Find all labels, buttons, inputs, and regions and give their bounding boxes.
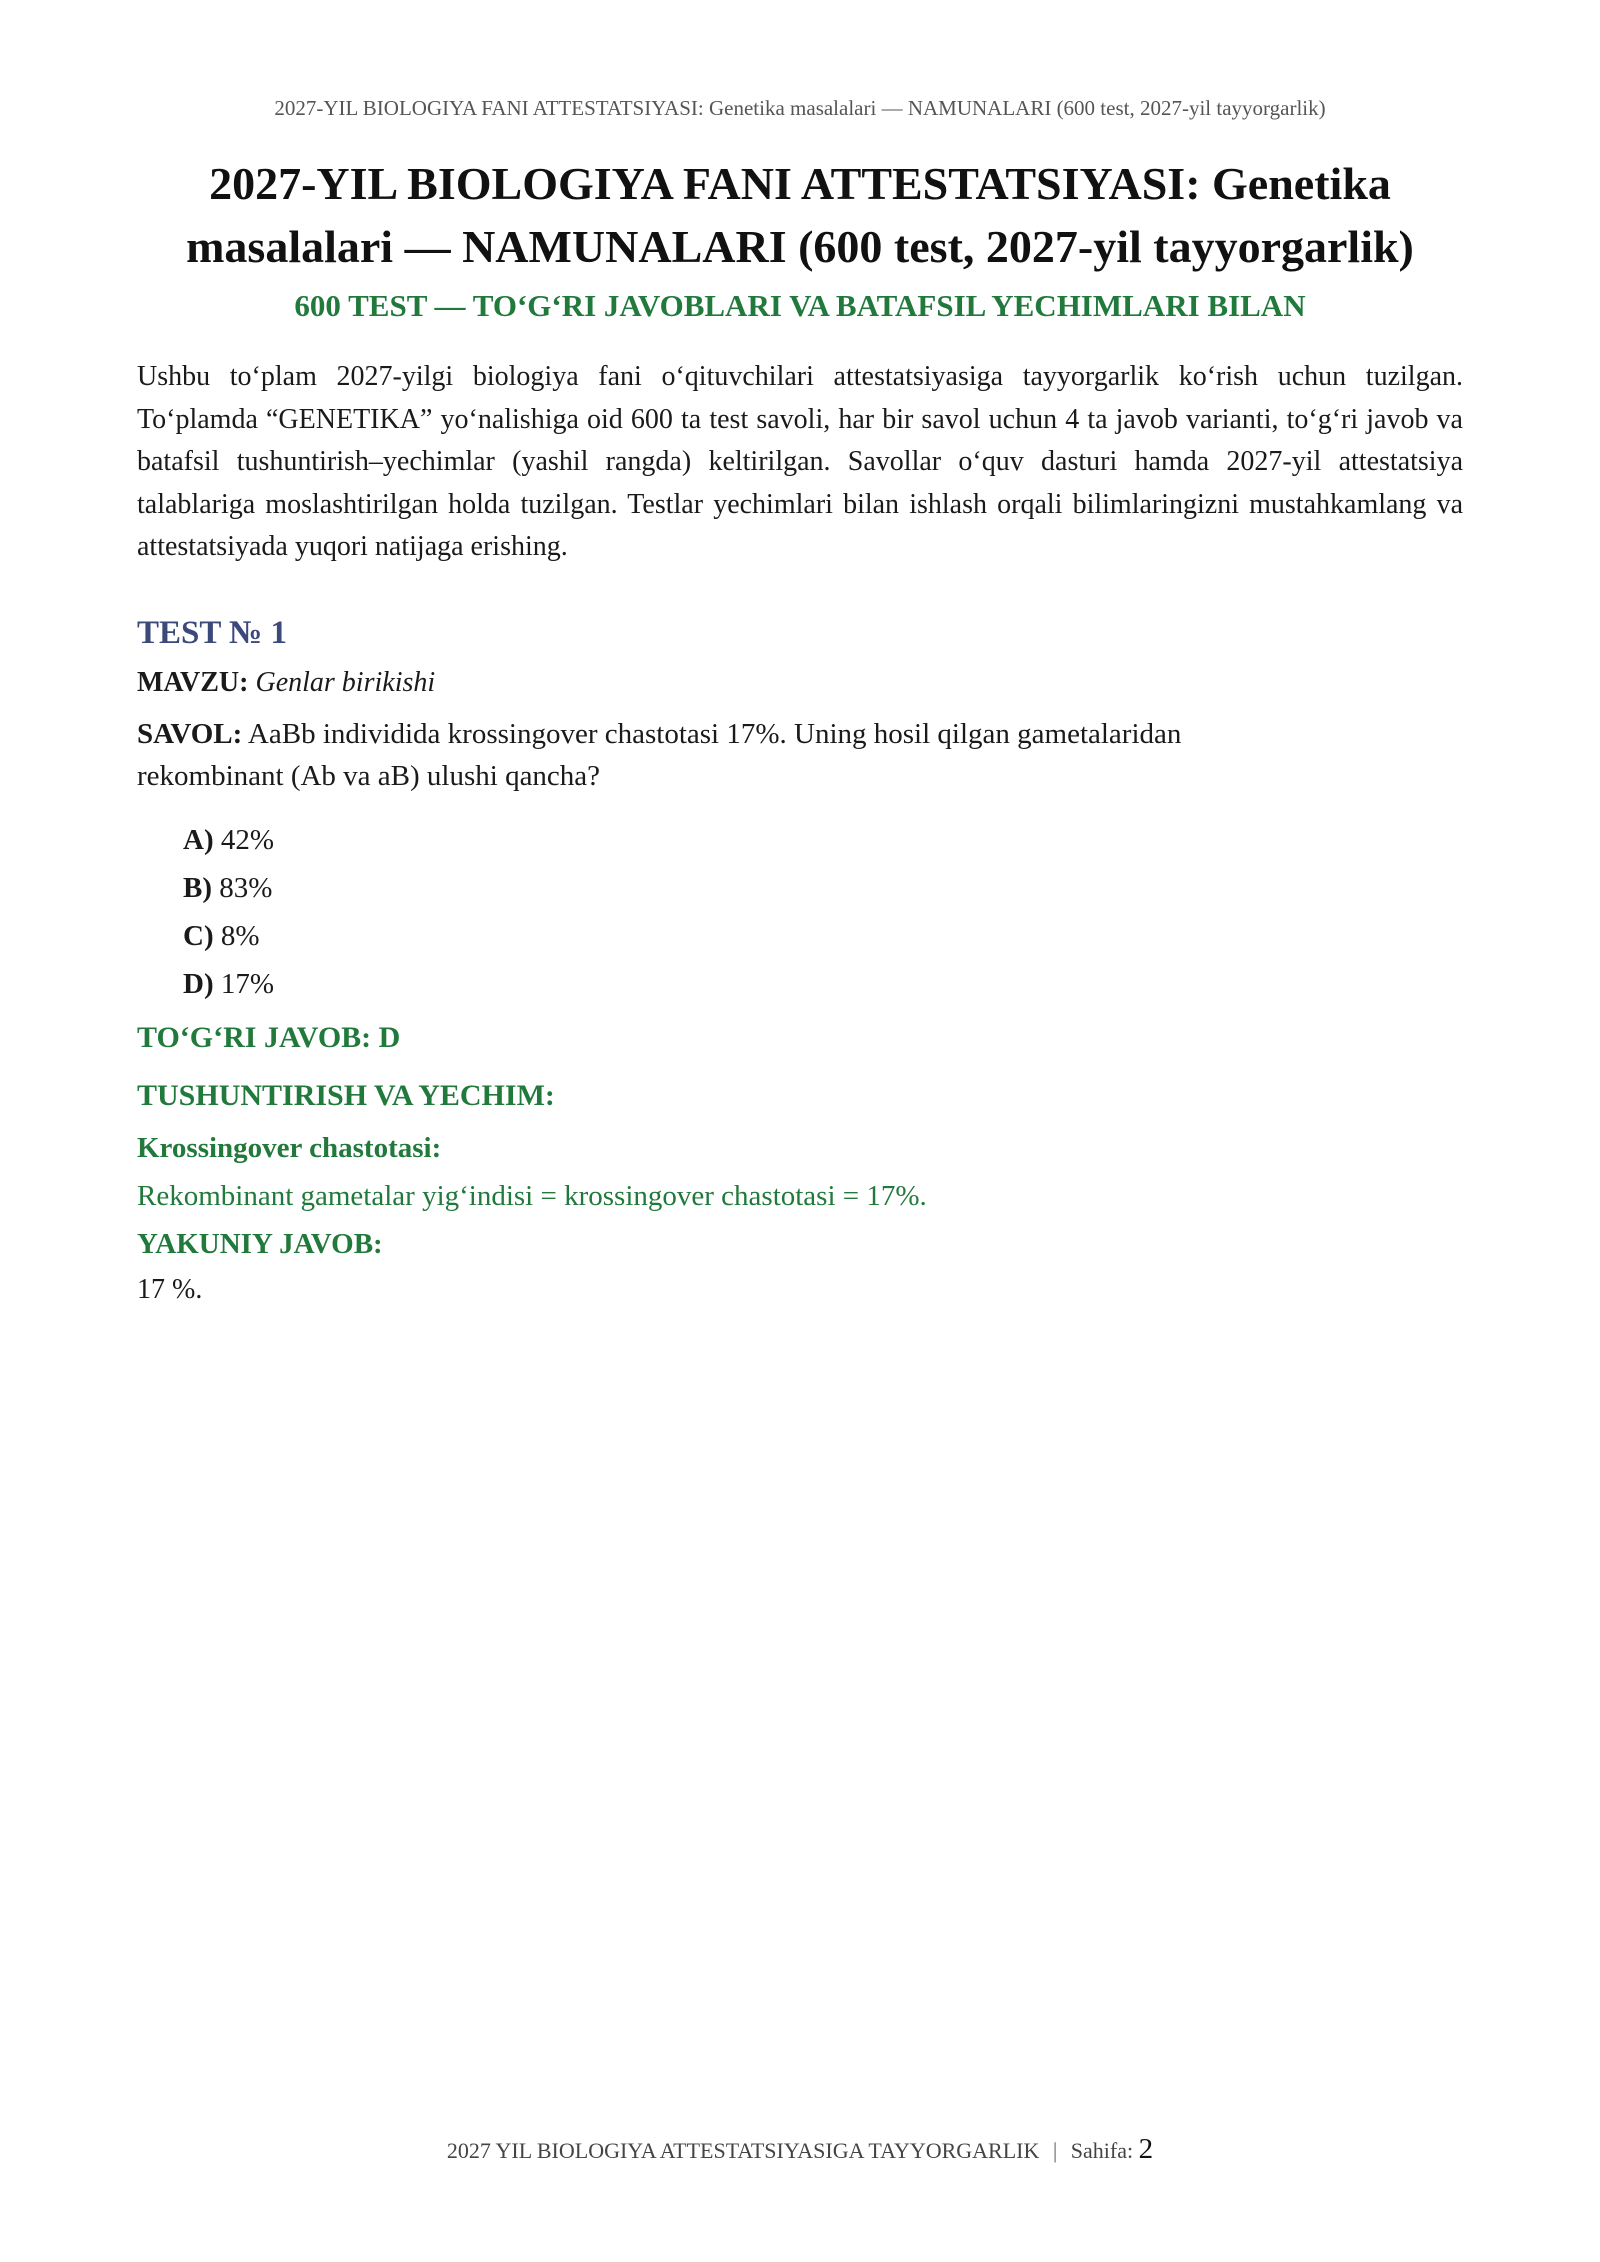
- answer-option-c: [183, 912, 1463, 960]
- option-text: 83%: [219, 871, 273, 904]
- page-footer: [0, 2133, 1600, 2166]
- answer-option-a: [183, 816, 1463, 864]
- option-text: 42%: [220, 823, 275, 856]
- answer-option-b: [183, 864, 1463, 912]
- option-letter: C): [183, 919, 214, 952]
- intro-paragraph: Ushbu to‘plam 2027-yilgi biologiya fani o‘qituvchilari attestatsiyasiga tayyorgarlik ko‘rish uchun tuzilgan. To‘plamda “GENETIKA” yo‘nalishiga oid 600 ta test savoli, har bir savol uchun 4 ta javob varianti, to‘g‘ri javob va batafsil tushuntirish–yechimlar (yashil rangda) keltirilgan. Savollar o‘quv dasturi hamda 2027-yil attestatsiya talablariga moslashtirilgan holda tuzilgan. Testlar yechimlari bilan ishlash orqali bilimlaringizni mustahkamlang va attestatsiyada yuqori natijaga erishing.: [137, 361, 1463, 562]
- topic-value: Genlar birikishi: [255, 666, 436, 698]
- correct-answer: TO‘G‘RI JAVOB: D: [137, 1020, 401, 1054]
- test-topic: [137, 663, 1463, 703]
- explanation-subheading: Krossingover chastotasi:: [137, 1131, 442, 1164]
- final-answer-heading: YAKUNIY JAVOB:: [137, 1227, 383, 1260]
- page-content: [137, 152, 1463, 1312]
- document-title: [137, 152, 1463, 278]
- question-text-line-1: AaBb individida krossingover chastotasi 17%. Uning hosil qilgan gametalaridan: [247, 717, 1182, 750]
- footer-separator: |: [1052, 2138, 1058, 2163]
- answer-option-d: [183, 960, 1463, 1008]
- test-question: [137, 713, 1463, 798]
- answer-options: [183, 816, 1463, 1008]
- final-answer-value: 17 %.: [137, 1273, 203, 1305]
- document-subtitle: 600 TEST — TO‘G‘RI JAVOBLARI VA BATAFSIL YECHIMLARI BILAN: [294, 288, 1306, 323]
- option-text: 17%: [220, 967, 275, 1000]
- running-header: 2027-YIL BIOLOGIYA FANI ATTESTATSIYASI: Genetika masalalari — NAMUNALARI (600 test, 2027-yil tayyorgarlik): [274, 96, 1326, 120]
- option-letter: D): [183, 967, 214, 1000]
- option-letter: B): [183, 871, 212, 904]
- document-title-line-1: 2027-YIL BIOLOGIYA FANI ATTESTATSIYASI: Genetika: [209, 158, 1391, 209]
- option-text: 8%: [220, 919, 260, 952]
- question-text-line-2: rekombinant (Ab va aB) ulushi qancha?: [137, 760, 601, 792]
- page-number: 2: [1138, 2133, 1154, 2165]
- option-letter: A): [183, 823, 214, 856]
- page-label: Sahifa:: [1070, 2138, 1134, 2163]
- explanation-heading: TUSHUNTIRISH VA YECHIM:: [137, 1078, 555, 1112]
- question-label: SAVOL:: [137, 717, 243, 750]
- test-heading: TEST № 1: [137, 614, 287, 651]
- footer-text: 2027 YIL BIOLOGIYA ATTESTATSIYASIGA TAYYORGARLIK: [446, 2138, 1040, 2163]
- explanation-text: Rekombinant gametalar yig‘indisi = krossingover chastotasi = 17%.: [137, 1179, 927, 1212]
- document-title-line-2: masalalari — NAMUNALARI (600 test, 2027-yil tayyorgarlik): [186, 221, 1414, 272]
- topic-label: MAVZU:: [137, 666, 249, 698]
